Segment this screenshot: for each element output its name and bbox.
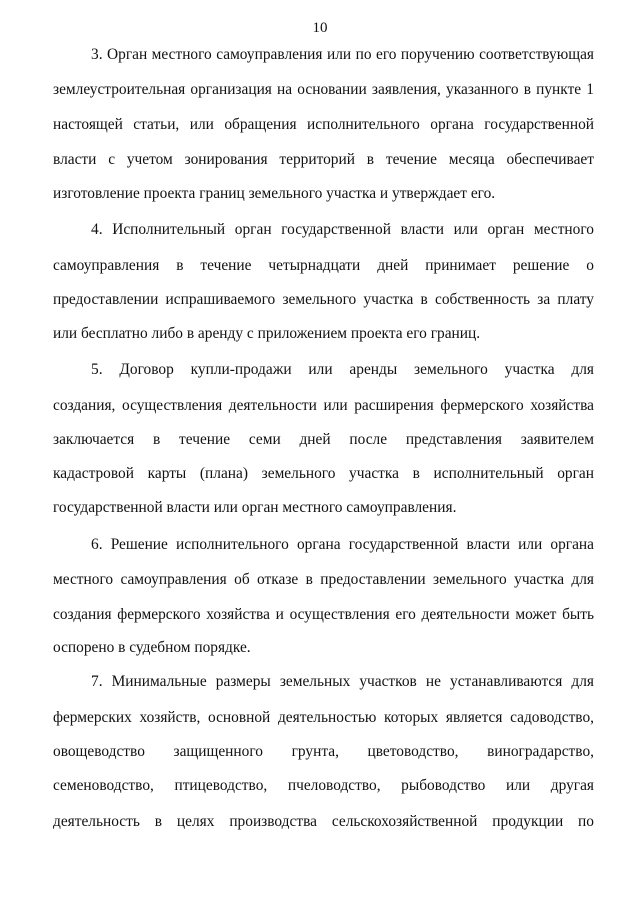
paragraph-line: настоящей статьи, или обращения исполнительного органа государственной — [53, 116, 594, 133]
paragraph-line: предоставлении испрашиваемого земельного участка в собственность за плату — [53, 291, 594, 308]
paragraph-line: оспорено в судебном порядке. — [53, 639, 251, 656]
paragraph-line: кадастровой карты (плана) земельного участка в исполнительный орган — [53, 465, 594, 482]
paragraph-line: овощеводство защищенного грунта, цветоводство, виноградарство, — [53, 743, 594, 760]
paragraph-line: создания фермерского хозяйства и осуществления его деятельности может быть — [53, 606, 594, 623]
paragraph-line: деятельность в целях производства сельскохозяйственной продукции по — [53, 813, 594, 830]
paragraph-line: самоуправления в течение четырнадцати дней принимает решение о — [53, 257, 594, 274]
paragraph-line: создания, осуществления деятельности или расширения фермерского хозяйства — [53, 397, 594, 414]
paragraph-line: 7. Минимальные размеры земельных участков не устанавливаются для — [91, 673, 594, 690]
paragraph-line: фермерских хозяйств, основной деятельностью которых является садоводство, — [53, 709, 594, 726]
paragraph-line: изготовление проекта границ земельного участка и утверждает его. — [53, 185, 496, 202]
paragraph-line: власти с учетом зонирования территорий в течение месяца обеспечивает — [53, 151, 594, 168]
paragraph-line: 6. Решение исполнительного органа государственной власти или органа — [91, 536, 594, 553]
paragraph-line: заключается в течение семи дней после представления заявителем — [53, 431, 594, 448]
paragraph-line: местного самоуправления об отказе в предоставлении земельного участка для — [53, 571, 594, 588]
paragraph-line: 5. Договор купли-продажи или аренды земельного участка для — [91, 361, 594, 378]
paragraph-line: 3. Орган местного самоуправления или по его поручению соответствующая — [91, 46, 594, 63]
paragraph-line: землеустроительная организация на основании заявления, указанного в пункте 1 — [53, 81, 594, 98]
page-number: 10 — [312, 20, 328, 36]
paragraph-line: 4. Исполнительный орган государственной власти или орган местного — [91, 221, 594, 238]
paragraph-line: государственной власти или орган местного самоуправления. — [53, 499, 457, 516]
paragraph-line: семеноводство, птицеводство, пчеловодство, рыбоводство или другая — [53, 777, 594, 794]
paragraph-line: или бесплатно либо в аренду с приложением проекта его границ. — [53, 325, 481, 342]
